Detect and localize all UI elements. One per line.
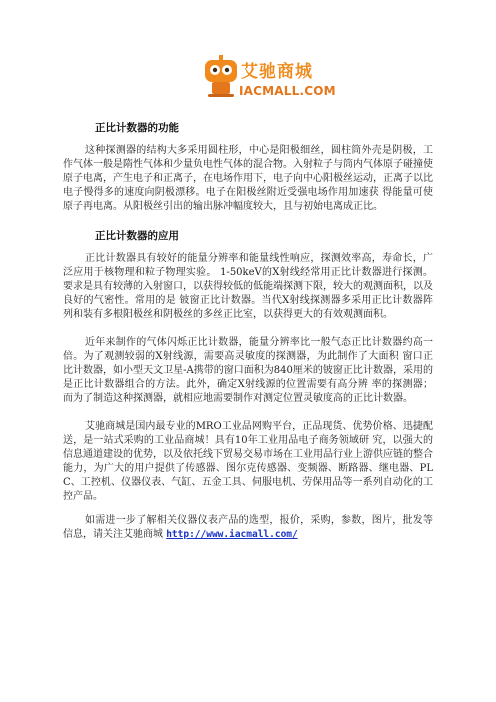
brand-domain: IACMALL.COM xyxy=(239,84,336,98)
section-heading-application: 正比计数器的应用 xyxy=(95,230,179,242)
robot-mascot-icon xyxy=(201,54,241,98)
contact-paragraph xyxy=(63,514,433,542)
contact-text: 如需进一步了解相关仪器仪表产品的选型，报价，采购，参数，图片，批发等信息，请关注艾驰商城 xyxy=(63,515,433,540)
section-function-paragraph: 这种探测器的结构大多采用圆柱形，中心是阳极细丝，圆柱筒外壳是阴极，工作气体一般是隋性气体和少量负电性气体的混合物。入射粒子与筒内气体原子碰撞使原子电离，产生电子和正离子，在电场作用下，电子向中心阳极丝运动，正离子以比电子慢得多的速度向阴极漂移。电子在阳极丝附近受强电场作用加速获 得能量可使原子再电离。从阳极丝引出的输出脉冲幅度较大，且与初始电离成正比。 xyxy=(63,145,433,212)
promo-paragraph: 艾驰商城是国内最专业的MRO工业品网购平台，正品现货、优势价格、迅捷配送，是一站式采购的工业品商城！具有10年工业用品电子商务领域研 究，以强大的信息通道建设的优势，以及依托线下贸易交易市场在工业用品行业上游供应链的整合能力，为广大的用户提供了传感器、图尔克传感器、变频器、断路器、继电器、PLC、工控机、仪器仪表、气缸、五金工具、伺服电机、劳保用品等一系列自动化的工控产品。 xyxy=(63,421,433,502)
section-heading-function: 正比计数器的功能 xyxy=(95,122,179,134)
iacmall-link[interactable]: http://www.iacmall.com/ xyxy=(166,529,298,540)
section-application-paragraph-1: 正比计数器具有较好的能量分辨率和能量线性响应，探测效率高，寿命长，广泛应用于核物理和粒子物理实验。 1-50keV的X射线经常用正比计数器进行探测。要求是具有较薄的入射窗口，以获得较低的低能端探测下限，较大的观测面积，以及良好的气密性。常用的是 铍窗正比计数器。当代X射线探测器多采用正比计数器阵列和装有多根阳极丝和阴极丝的多丝正比室，以获得更大的有效观测面积。 xyxy=(63,253,433,320)
section-application-paragraph-2: 近年来制作的气体闪烁正比计数器，能量分辨率比一般气态正比计数器约高一倍。为了观测较弱的X射线源，需要高灵敏度的探测器，为此制作了大面积 窗口正比计数器，如小型天文卫星-A携带的窗口面积为840厘米的铍窗正比计数器，采用的是正比计数器组合的方法。此外，确定X射线源的位置需要有高分辨 率的探测器；而为了制造这种探测器，就相应地需要制作对测定位置灵敏度高的正比计数器。 xyxy=(63,337,433,404)
article-body xyxy=(63,120,433,542)
brand-logo[interactable] xyxy=(201,54,336,102)
brand-name: 艾驰商城 xyxy=(241,62,313,82)
